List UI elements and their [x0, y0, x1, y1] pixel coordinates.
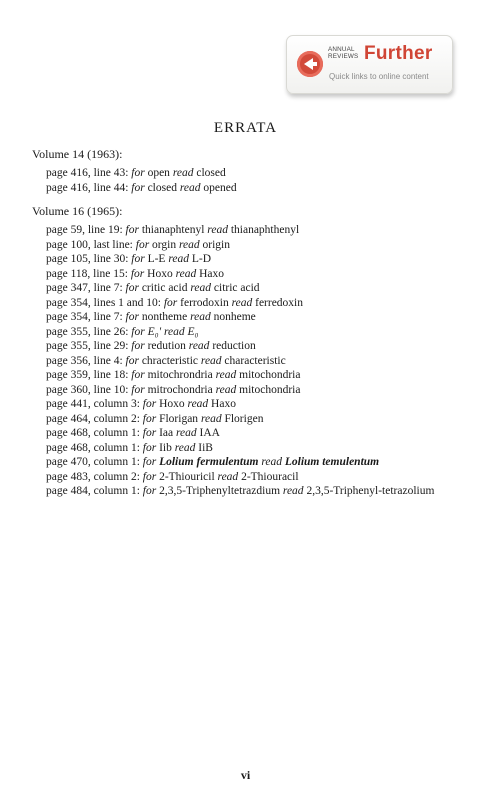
erratum-incorrect-text: chracteristic [141, 354, 199, 367]
erratum-corrected-text: IAA [199, 427, 220, 439]
erratum-entry [46, 252, 469, 267]
erratum-for-keyword: for [125, 282, 139, 294]
erratum-entry [46, 166, 237, 181]
erratum-for-keyword: for [131, 383, 145, 396]
erratum-corrected-text: Haxo [199, 267, 225, 280]
erratum-for-keyword: for [142, 427, 157, 439]
erratum-corrected-text: reduction [212, 340, 256, 352]
erratum-location: page 468, column 1: [46, 441, 140, 454]
erratum-for-keyword: for [142, 412, 157, 425]
banner-further-label: Further [364, 43, 433, 64]
erratum-incorrect-text: nontheme [141, 311, 188, 323]
erratum-incorrect-text: Florigan [159, 412, 199, 425]
erratum-corrected-text: Haxo [211, 398, 236, 410]
banner-subtitle: Quick links to online content [329, 72, 429, 81]
erratum-corrected-text: 2,3,5-Triphenyl-tetrazolium [306, 485, 435, 497]
erratum-incorrect-text: critic acid [141, 282, 188, 294]
erratum-incorrect-text: mitrochondria [147, 383, 213, 396]
erratum-entry [46, 426, 469, 441]
erratum-location: page 359, line 18: [46, 369, 129, 381]
erratum-entry [46, 484, 469, 499]
erratum-corrected-text: mitochondria [239, 383, 301, 396]
erratum-incorrect-text: Iib [159, 441, 172, 454]
erratum-incorrect-text: 2-Thiouricil [159, 470, 215, 483]
erratum-corrected-text: Florigen [224, 412, 264, 425]
erratum-location: page 441, column 3: [46, 398, 140, 410]
erratum-corrected-text: ferredoxin [255, 296, 304, 309]
erratum-for-keyword: for [131, 340, 145, 352]
erratum-location: page 355, line 29: [46, 340, 129, 352]
erratum-read-keyword: read [174, 441, 196, 454]
erratum-corrected-text: characteristic [224, 354, 286, 367]
erratum-read-keyword: read [215, 369, 237, 381]
erratum-corrected-text: nonheme [213, 311, 256, 323]
erratum-for-keyword: for [131, 181, 145, 194]
erratum-location: page 356, line 4: [46, 354, 123, 367]
errata-list-volume-16 [46, 223, 469, 499]
erratum-incorrect-text: L-E [147, 253, 166, 265]
erratum-read-keyword: read [179, 181, 201, 194]
erratum-read-keyword: read [163, 325, 185, 338]
erratum-for-keyword: for [142, 456, 157, 468]
erratum-entry [46, 267, 469, 282]
erratum-read-keyword: read [187, 398, 209, 410]
erratum-read-keyword: read [172, 167, 194, 179]
erratum-for-keyword: for [125, 311, 139, 323]
erratum-read-keyword: read [200, 412, 222, 425]
erratum-location: page 464, column 2: [46, 412, 140, 425]
erratum-incorrect-text: thianaphtenyl [141, 224, 205, 236]
erratum-location: page 100, last line: [46, 238, 133, 251]
erratum-for-keyword: for [142, 398, 157, 410]
erratum-corrected-text: thianaphthenyl [230, 224, 300, 236]
erratum-read-keyword: read [190, 282, 212, 294]
erratum-corrected-text: closed [196, 167, 226, 179]
annual-reviews-further-banner[interactable] [286, 35, 453, 94]
erratum-incorrect-text: ferrodoxin [180, 296, 229, 309]
erratum-location: page 484, column 1: [46, 485, 140, 497]
erratum-corrected-text: E₀ [187, 325, 199, 338]
annual-reviews-logo-icon [297, 51, 323, 77]
erratum-entry [46, 325, 469, 340]
erratum-read-keyword: read [231, 296, 253, 309]
erratum-read-keyword: read [282, 485, 304, 497]
erratum-read-keyword: read [261, 456, 282, 468]
erratum-location: page 483, column 2: [46, 470, 140, 483]
erratum-entry [46, 412, 469, 427]
erratum-read-keyword: read [190, 311, 211, 323]
erratum-location: page 360, line 10: [46, 383, 129, 396]
erratum-entry [46, 310, 469, 325]
erratum-location: page 416, line 44: [46, 181, 129, 194]
erratum-for-keyword: for [131, 369, 145, 381]
erratum-for-keyword: for [125, 354, 139, 367]
erratum-entry [46, 296, 469, 311]
erratum-entry [46, 181, 237, 196]
erratum-incorrect-text: closed [147, 181, 177, 194]
erratum-entry [46, 368, 469, 383]
erratum-corrected-text: opened [203, 181, 237, 194]
erratum-corrected-text: L-D [191, 253, 212, 265]
erratum-incorrect-text: open [147, 167, 170, 179]
erratum-location: page 416, line 43: [46, 167, 129, 179]
erratum-entry [46, 339, 469, 354]
erratum-location: page 59, line 19: [46, 224, 123, 236]
erratum-read-keyword: read [188, 340, 210, 352]
erratum-corrected-text: 2-Thiouracil [241, 470, 299, 483]
erratum-location: page 470, column 1: [46, 456, 140, 468]
erratum-read-keyword: read [176, 427, 197, 439]
erratum-corrected-text: mitochondria [239, 369, 301, 381]
erratum-location: page 118, line 15: [46, 267, 128, 280]
erratum-incorrect-text: redution [147, 340, 186, 352]
erratum-entry [46, 354, 469, 369]
erratum-incorrect-text: mitochrondria [147, 369, 213, 381]
erratum-read-keyword: read [200, 354, 222, 367]
erratum-corrected-text: Lolium temulentum [284, 456, 380, 468]
erratum-incorrect-text: orgin [152, 238, 177, 251]
erratum-location: page 105, line 30: [46, 253, 129, 265]
erratum-incorrect-text: E₀' [147, 325, 162, 338]
volume-heading: Volume 16 (1965): [32, 204, 123, 218]
erratum-for-keyword: for [142, 441, 157, 454]
erratum-corrected-text: citric acid [213, 282, 260, 294]
erratum-for-keyword: for [131, 325, 145, 338]
erratum-entry [46, 238, 469, 253]
erratum-for-keyword: for [142, 470, 157, 483]
erratum-incorrect-text: Iaa [159, 427, 174, 439]
erratum-read-keyword: read [175, 267, 197, 280]
erratum-entry [46, 470, 469, 485]
erratum-entry [46, 397, 469, 412]
erratum-corrected-text: IiB [198, 441, 213, 454]
erratum-incorrect-text: Lolium fermulentum [159, 456, 259, 468]
erratum-location: page 354, line 7: [46, 311, 123, 323]
errata-list-volume-14 [46, 166, 237, 195]
erratum-read-keyword: read [207, 224, 228, 236]
erratum-read-keyword: read [215, 383, 237, 396]
erratum-for-keyword: for [125, 224, 139, 236]
erratum-location: page 354, lines 1 and 10: [46, 296, 161, 309]
erratum-entry [46, 441, 469, 456]
erratum-entry [46, 223, 469, 238]
erratum-entry [46, 455, 469, 470]
erratum-incorrect-text: Hoxo [159, 398, 185, 410]
erratum-location: page 355, line 26: [46, 325, 129, 338]
erratum-entry [46, 383, 469, 398]
erratum-incorrect-text: 2,3,5-Triphenyltetrazdium [159, 485, 281, 497]
erratum-incorrect-text: Hoxo [147, 267, 173, 280]
erratum-for-keyword: for [131, 167, 145, 179]
erratum-read-keyword: read [217, 470, 239, 483]
page-number: vi [240, 768, 251, 782]
erratum-read-keyword: read [168, 253, 189, 265]
erratum-for-keyword: for [142, 485, 157, 497]
volume-heading: Volume 14 (1963): [32, 147, 123, 161]
erratum-for-keyword: for [130, 267, 145, 280]
erratum-location: page 468, column 1: [46, 427, 140, 439]
erratum-for-keyword: for [163, 296, 178, 309]
erratum-entry [46, 281, 469, 296]
erratum-for-keyword: for [135, 238, 150, 251]
erratum-for-keyword: for [131, 253, 145, 265]
banner-publisher-name: ANNUAL REVIEWS [328, 46, 359, 60]
erratum-corrected-text: origin [202, 238, 231, 251]
erratum-read-keyword: read [179, 238, 200, 251]
erratum-location: page 347, line 7: [46, 282, 123, 294]
page-title: ERRATA [213, 120, 278, 136]
